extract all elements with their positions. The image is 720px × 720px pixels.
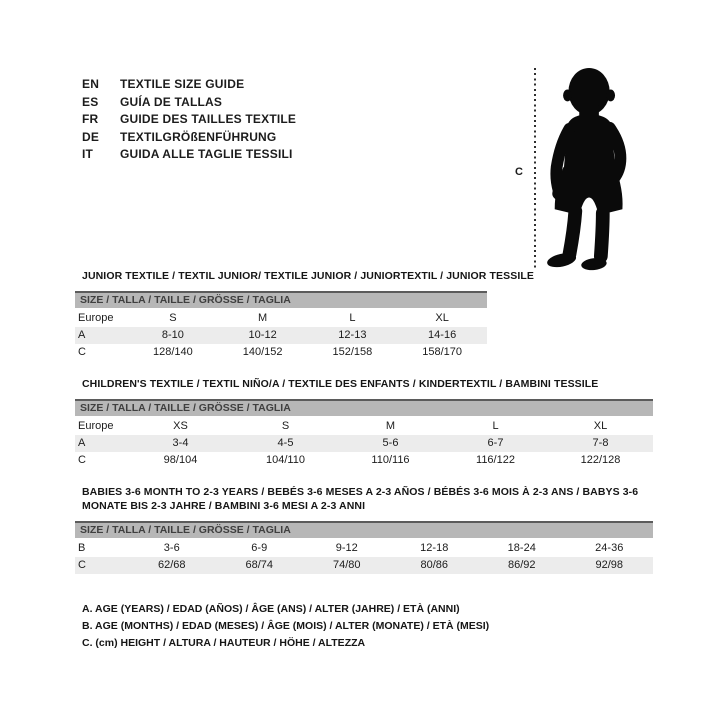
cell-value: 110/116 <box>371 454 410 466</box>
cell-value: 4-5 <box>277 437 294 449</box>
cell-value: 12-18 <box>420 542 449 554</box>
cell-value: 116/122 <box>476 454 515 466</box>
table-row <box>75 435 653 452</box>
table-row <box>75 344 487 361</box>
size-tables <box>75 269 653 590</box>
row-label: B <box>78 542 86 554</box>
cell-value: 158/170 <box>422 346 462 358</box>
language-item <box>82 129 296 147</box>
cell-value: 3-4 <box>172 437 189 449</box>
language-code: DE <box>82 129 100 144</box>
language-title: GUIDE DES TAILLES TEXTILE <box>120 112 297 126</box>
cell-value: 24-36 <box>595 542 624 554</box>
table-title: CHILDREN'S TEXTILE / TEXTIL NIÑO/A / TEXTILE DES ENFANTS / KINDERTEXTIL / BAMBINI TESSILE <box>82 378 599 390</box>
cell-value: 68/74 <box>245 559 274 571</box>
cell-value: 3-6 <box>163 542 180 554</box>
cell-value: M <box>258 312 268 324</box>
row-label: C <box>78 454 86 466</box>
note-line: C. (cm) HEIGHT / ALTURA / HAUTEUR / HÖHE / ALTEZZA <box>82 637 366 649</box>
table-row <box>75 557 653 574</box>
language-title: GUÍA DE TALLAS <box>120 94 223 109</box>
cell-value: 128/140 <box>152 346 193 358</box>
cell-value: 14-16 <box>428 329 457 341</box>
size-table-section <box>75 485 653 574</box>
row-label: C <box>78 559 86 571</box>
cell-value: 122/128 <box>580 454 621 466</box>
size-table-section <box>75 269 653 361</box>
cell-value: 9-12 <box>335 542 358 554</box>
cell-value: 6-9 <box>251 542 268 554</box>
language-code: FR <box>82 112 99 126</box>
cell-value: 6-7 <box>487 437 504 449</box>
table-title: JUNIOR TEXTILE / TEXTIL JUNIOR/ TEXTILE JUNIOR / JUNIORTEXTIL / JUNIOR TESSILE <box>82 270 534 282</box>
cell-value: XS <box>173 420 188 432</box>
cell-value: 10-12 <box>248 329 277 341</box>
cell-value: S <box>281 420 290 432</box>
cell-value: 140/152 <box>242 346 283 358</box>
cell-value: 152/158 <box>332 346 373 358</box>
table-box <box>75 291 487 361</box>
table-row <box>75 327 487 344</box>
table-row <box>75 452 653 469</box>
table-box <box>75 399 653 469</box>
language-item <box>82 94 296 112</box>
height-dotted-line <box>534 68 536 268</box>
size-header-bar: SIZE / TALLA / TAILLE / GRÖSSE / TAGLIA <box>75 291 487 308</box>
cell-value: L <box>349 312 356 324</box>
size-header-bar: SIZE / TALLA / TAILLE / GRÖSSE / TAGLIA <box>75 399 653 416</box>
cell-value: 80/86 <box>420 559 449 571</box>
cell-value: 62/68 <box>157 559 186 571</box>
cell-value: 92/98 <box>595 559 624 571</box>
language-item <box>82 111 296 129</box>
note-line: A. AGE (YEARS) / EDAD (AÑOS) / ÂGE (ANS) / ALTER (JAHRE) / ETÀ (ANNI) <box>82 603 460 615</box>
cell-value: 7-8 <box>592 437 609 449</box>
cell-value: 74/80 <box>332 559 361 571</box>
language-list <box>82 76 296 164</box>
row-label: A <box>78 329 86 341</box>
cell-value: 86/92 <box>507 559 536 571</box>
height-measure-label: C <box>515 166 523 178</box>
cell-value: M <box>385 420 396 432</box>
language-title: TEXTILE SIZE GUIDE <box>120 77 245 91</box>
cell-value: 12-13 <box>338 329 367 341</box>
figure-area <box>510 60 650 275</box>
row-label: C <box>78 346 86 358</box>
table-row <box>75 310 487 327</box>
size-table-section <box>75 377 653 469</box>
cell-value: XL <box>593 420 608 432</box>
cell-value: 18-24 <box>507 542 536 554</box>
language-code: EN <box>82 77 100 91</box>
row-label: Europe <box>78 420 114 432</box>
legend-notes <box>82 601 489 652</box>
cell-value: S <box>169 312 177 324</box>
row-label: A <box>78 437 86 449</box>
cell-value: 98/104 <box>163 454 198 466</box>
cell-value: L <box>492 420 499 432</box>
note-line: B. AGE (MONTHS) / EDAD (MESES) / ÂGE (MOIS) / ALTER (MONATE) / ETÀ (MESI) <box>82 620 490 632</box>
language-code: IT <box>82 147 94 161</box>
row-label: Europe <box>78 312 114 324</box>
table-box <box>75 521 653 574</box>
cell-value: 8-10 <box>161 329 184 341</box>
cell-value: 104/110 <box>266 454 305 466</box>
language-title: GUIDA ALLE TAGLIE TESSILI <box>120 147 293 161</box>
language-item <box>82 146 296 164</box>
toddler-silhouette-icon <box>540 66 644 272</box>
language-title: TEXTILGRÖßENFÜHRUNG <box>120 129 277 144</box>
cell-value: XL <box>435 312 449 324</box>
language-item <box>82 76 296 94</box>
table-row <box>75 418 653 435</box>
cell-value: 5-6 <box>382 437 399 449</box>
table-row <box>75 540 653 557</box>
language-code: ES <box>82 94 99 109</box>
table-title: BABIES 3-6 MONTH TO 2-3 YEARS / BEBÉS 3-6 MESES A 2-3 AÑOS / BÉBÉS 3-6 MOIS À 2-3 ANS / BABYS 3-6 MONATE BIS 2-3 JAHRE / BAMBINI 3-6 MESI A 2-3 ANNI <box>82 486 639 512</box>
size-header-bar: SIZE / TALLA / TAILLE / GRÖSSE / TAGLIA <box>75 521 653 538</box>
